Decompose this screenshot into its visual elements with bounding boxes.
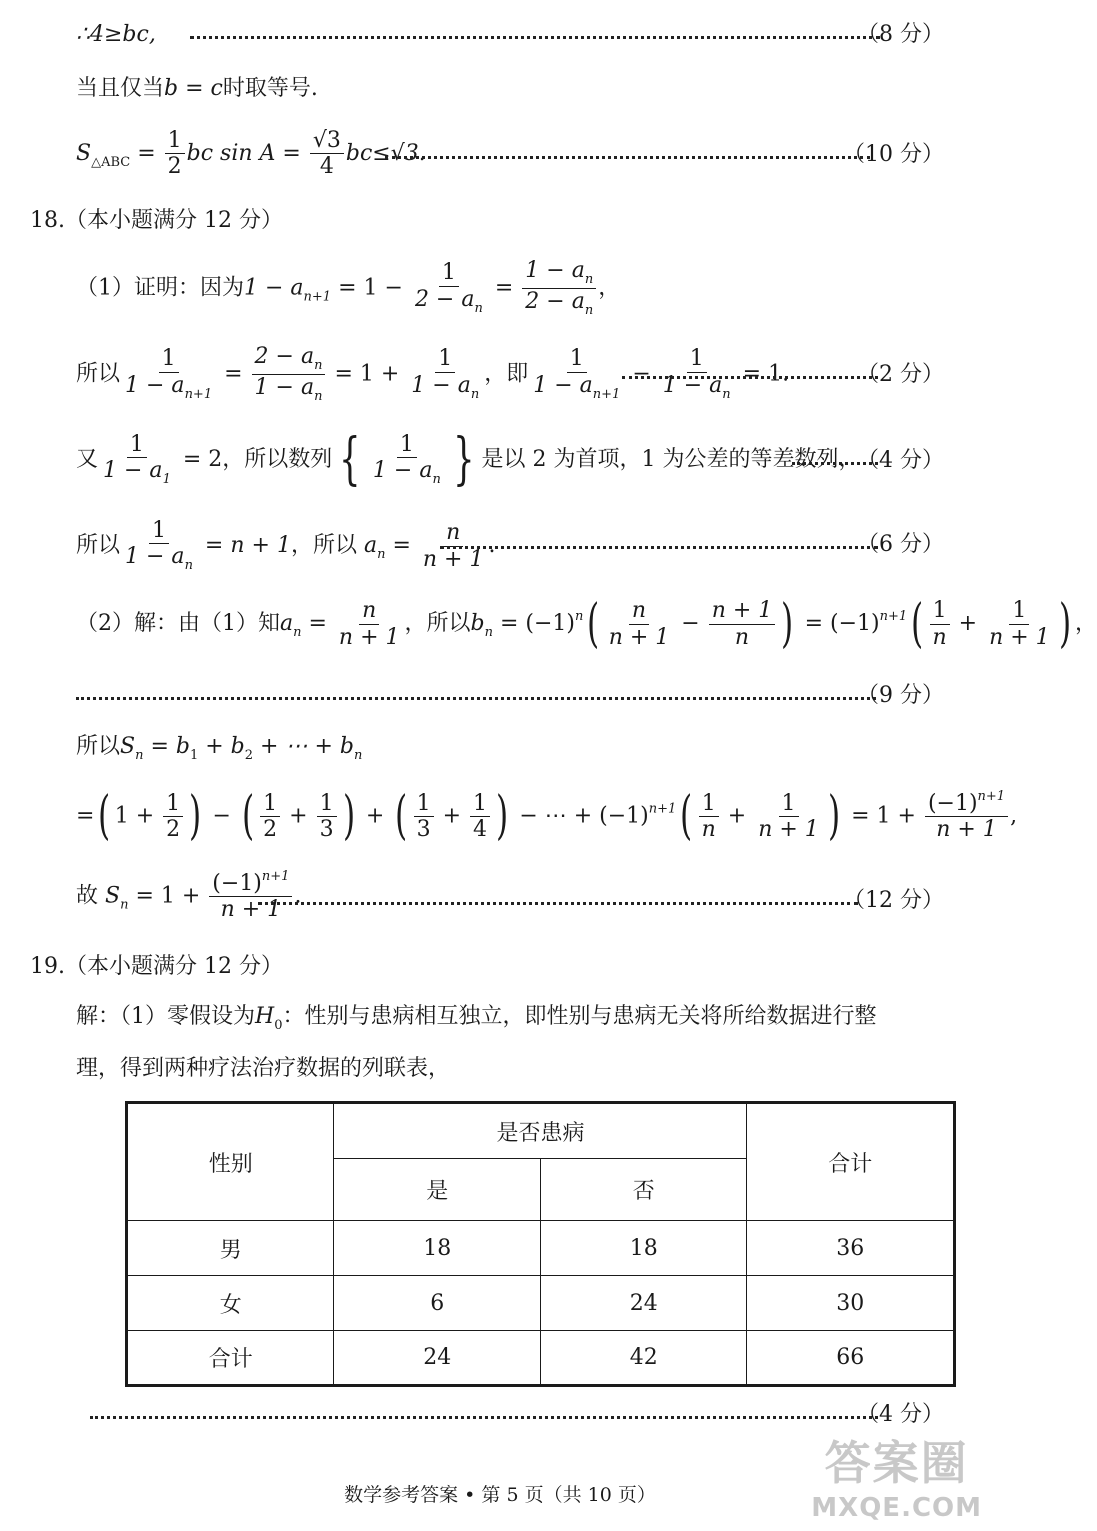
- score-mark: （4 分）: [857, 448, 944, 473]
- table-cell: 18: [540, 1221, 747, 1276]
- table-cell: 24: [334, 1331, 541, 1386]
- q18-arithmetic-sequence: 又 $\frac{1}{1 - a_1}$ = 2，所以数列 { $\frac{1}{1 - a_n}$ } 是以 2 为首项，1 为公差的等差数列，: [76, 427, 861, 493]
- score-mark: （12 分）: [843, 888, 944, 913]
- table-row: [127, 1276, 955, 1331]
- page-footer: 数学参考答案 • 第 5 页（共 10 页）: [344, 1484, 656, 1506]
- question-18-header: 18.（本小题满分 12 分）: [30, 208, 283, 233]
- q18-part2-bn: （2）解：由（1）知$a_n$ = $\frac{n}{n + 1}$ ，所以$b_n = (-1)^n$( $\frac{n}{n + 1}$ − $\frac{n + 1}{n}$ ) = $(-1)^{n+1}$( $\frac{1}{n}$ + $\frac{1}{n + 1}$ ) ，: [76, 594, 1097, 654]
- table-header-no: 否: [540, 1159, 747, 1221]
- score-mark: （10 分）: [843, 142, 944, 167]
- question-19-header: 19.（本小题满分 12 分）: [30, 954, 283, 979]
- leader-dots: [385, 156, 870, 159]
- q18-recurrence: 所以 $\frac{1}{1 - a_{n+1}}$ = $\frac{2 - a_n}{1 - a_n}$ = 1 + $\frac{1}{1 - a_n}$ ，即 $\frac{1}{1 - a_{n+1}}$ − $\frac{1}{1 - a_n}$ = 1.: [76, 344, 790, 404]
- table-cell: 30: [747, 1276, 955, 1331]
- score-mark: （2 分）: [857, 362, 944, 387]
- q18-part1-proof: （1）证明：因为$1 - a_{n+1} = 1$ − $\frac{1}{2 - a_n}$ = $\frac{1 - a_n}{2 - a_n}$ ，: [76, 258, 621, 318]
- score-mark: （9 分）: [857, 683, 944, 708]
- table-cell: 42: [540, 1331, 747, 1386]
- table-header-gender: 性别: [127, 1103, 334, 1221]
- leader-dots: [90, 1416, 878, 1419]
- contingency-table: [125, 1101, 956, 1387]
- table-cell: 36: [747, 1221, 955, 1276]
- table-cell: 女: [127, 1276, 334, 1331]
- table-header-sick: 是否患病: [334, 1103, 747, 1159]
- inequality-conclusion: ∴4≥bc,: [76, 22, 156, 47]
- q19-table-intro: 理，得到两种疗法治疗数据的列联表，: [76, 1056, 451, 1081]
- leader-dots: [258, 902, 858, 905]
- table-cell: 男: [127, 1221, 334, 1276]
- q18-general-term: 所以 $\frac{1}{1 - a_n}$ = n + 1，所以 $a_n$ = $\frac{n}{n + 1}$ .: [76, 518, 496, 574]
- score-mark: （6 分）: [857, 532, 944, 557]
- table-header-total: 合计: [747, 1103, 955, 1221]
- q19-null-hypothesis: 解：（1）零假设为$H_0$：性别与患病相互独立，即性别与患病无关将所给数据进行整: [76, 1004, 877, 1033]
- leader-dots: [76, 697, 876, 700]
- table-cell: 6: [334, 1276, 541, 1331]
- watermark-logo: 答案圈 MXQE.COM: [811, 1436, 982, 1523]
- leader-dots: [190, 36, 880, 39]
- q18-telescoping-sum: =( 1 + $\frac{1}{2}$ ) − ( $\frac{1}{2}$ + $\frac{1}{3}$ ) + ( $\frac{1}{3}$ + $\frac{1}{4}$ ) − ⋯ + $(-1)^{n+1}$( $\frac{1}{n}$ + $\frac{1}{n + 1}$ ) = 1 + $\frac{(-1)^{n+1}}{n + 1}$ ,: [76, 786, 1018, 847]
- leader-dots: [622, 376, 878, 379]
- table-row: [127, 1221, 955, 1276]
- q18-final-sum: 故 $S_n = 1$ + $\frac{(-1)^{n+1}}{n + 1}$ .: [76, 869, 302, 923]
- area-formula: $S_{\triangle ABC}$ = $\frac{1}{2}$ bc sin A = $\frac{√3}{4}$ bc≤√3.: [76, 128, 426, 180]
- table-header-yes: 是: [334, 1159, 541, 1221]
- table-row: [127, 1331, 955, 1386]
- table-cell: 合计: [127, 1331, 334, 1386]
- score-mark: （4 分）: [857, 1402, 944, 1427]
- equality-condition: 当且仅当b = c时取等号.: [76, 76, 318, 101]
- score-mark: （8 分）: [857, 22, 944, 47]
- q18-sum-definition: 所以$S_n = b_1 + b_2$ + ⋯ + $b_n$: [76, 734, 363, 763]
- table-cell: 66: [747, 1331, 955, 1386]
- table-cell: 24: [540, 1276, 747, 1331]
- table-cell: 18: [334, 1221, 541, 1276]
- leader-dots: [440, 546, 878, 549]
